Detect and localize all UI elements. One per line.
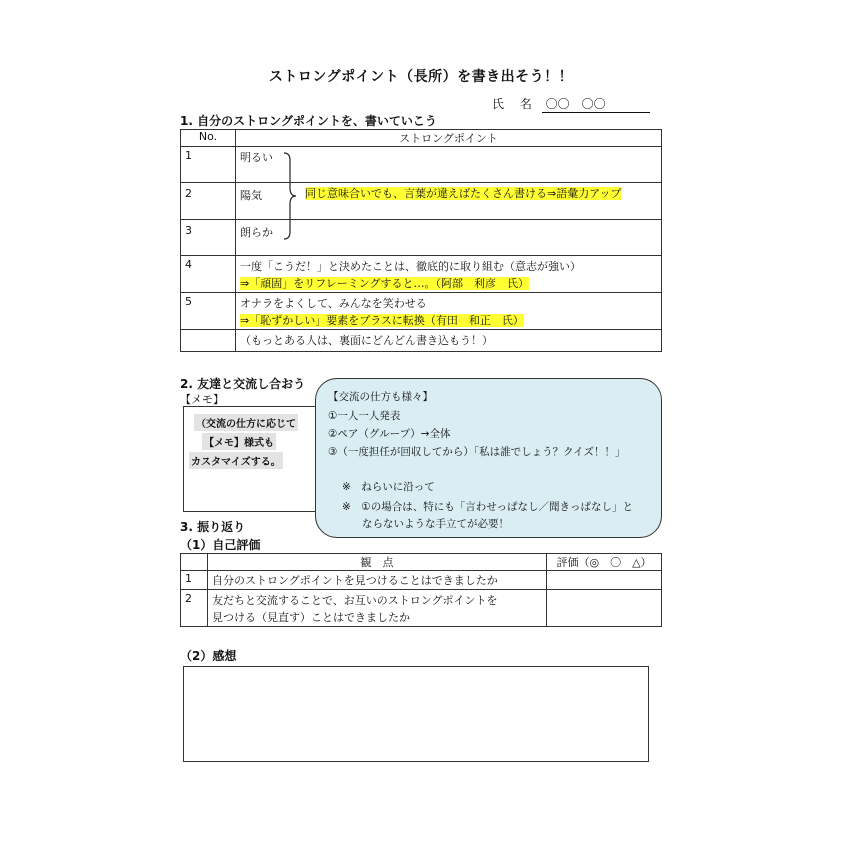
bubble-item: ②ペア（グループ）→全体 [328,428,451,440]
table-row [181,293,662,330]
highlight-line: ⇒「恥ずかしい」要素をプラスに転換（有田 和正 氏） [240,314,524,327]
bubble-item: ③（一度担任が回収してから）「私は誰でしょう？クイズ！！」 [328,446,626,458]
col-view-header: 観 点 [208,554,547,571]
table-row [181,590,662,627]
name-label: 氏 名 [492,97,538,111]
col-point-header: ストロングポイント [236,130,662,147]
curly-brace-icon [283,152,297,240]
table-row [181,330,662,352]
brace-note: 同じ意味合いでも、言葉が違えばたくさん書ける⇒語彙力アップ [305,187,622,200]
row-number: 2 [181,590,208,627]
bubble-item: ①一人一人発表 [328,410,401,422]
bubble-note: ※ ①の場合は、特にも「言わせっぱなし／聞きっぱなし」と [342,501,633,513]
memo-note-line: カスタマイズする。 [189,452,283,469]
row-text[interactable]: 明るい [236,147,662,183]
self-eval-heading: （1）自己評価 [180,538,261,552]
row-text[interactable]: （もっとある人は、裏面にどんどん書き込もう！） [236,330,662,352]
row-line: 見つける（見直す）ことはできましたか [212,611,410,624]
memo-note-line: （交流の仕方に応じて [194,414,298,431]
section3-heading: 3. 振り返り [180,520,246,534]
bubble-title: 【交流の仕方も様々】 [328,391,433,403]
impressions-box[interactable] [183,666,649,762]
eval-cell[interactable] [547,571,662,590]
memo-box[interactable] [183,406,317,512]
col-eval-header: 評価（◎ 〇 △） [547,554,662,571]
row-text[interactable]: 朗らか [236,220,662,256]
table-row [181,571,662,590]
table-row [181,147,662,183]
section1-heading: 1. 自分のストロングポイントを、書いていこう [180,114,437,128]
highlight-line: ⇒「頑固」をリフレーミングすると…。（阿部 利彦 氏） [240,277,530,290]
bubble-note: ※ ねらいに沿って [342,481,435,493]
row-number: 1 [181,571,208,590]
table-row [181,256,662,293]
row-line: オナラをよくして、みんなを笑わせる [240,297,427,310]
row-text[interactable]: 陽気 [236,183,662,220]
page-title: ストロングポイント（長所）を書き出そう！！ [268,69,574,85]
row-text[interactable] [236,256,662,293]
name-field [492,95,650,113]
speech-bubble [315,378,662,538]
row-line: 一度「こうだ！」と決めたことは、徹底的に取り組む（意志が強い） [240,260,581,273]
memo-note-line: 【メモ】様式も [202,433,276,450]
table-row [181,220,662,256]
row-line: 友だちと交流することで、お互いのストロングポイントを [212,594,498,607]
row-text[interactable] [236,293,662,330]
row-number: 1 [181,147,236,183]
row-number: 4 [181,256,236,293]
name-value[interactable]: 〇〇 〇〇 [542,95,650,113]
row-number: 2 [181,183,236,220]
strong-point-table [180,129,662,352]
row-text: 自分のストロングポイントを見つけることはできましたか [208,571,547,590]
row-text [208,590,547,627]
impressions-heading: （2）感想 [180,649,237,663]
row-number [181,330,236,352]
col-no-header: No. [181,130,236,147]
section2-heading: 2. 友達と交流し合おう [180,377,306,391]
row-number: 5 [181,293,236,330]
bubble-note: ならないような手立てが必要！ [362,518,509,530]
eval-cell[interactable] [547,590,662,627]
self-eval-table [180,553,662,627]
row-number: 3 [181,220,236,256]
memo-label: 【メモ】 [180,393,224,406]
